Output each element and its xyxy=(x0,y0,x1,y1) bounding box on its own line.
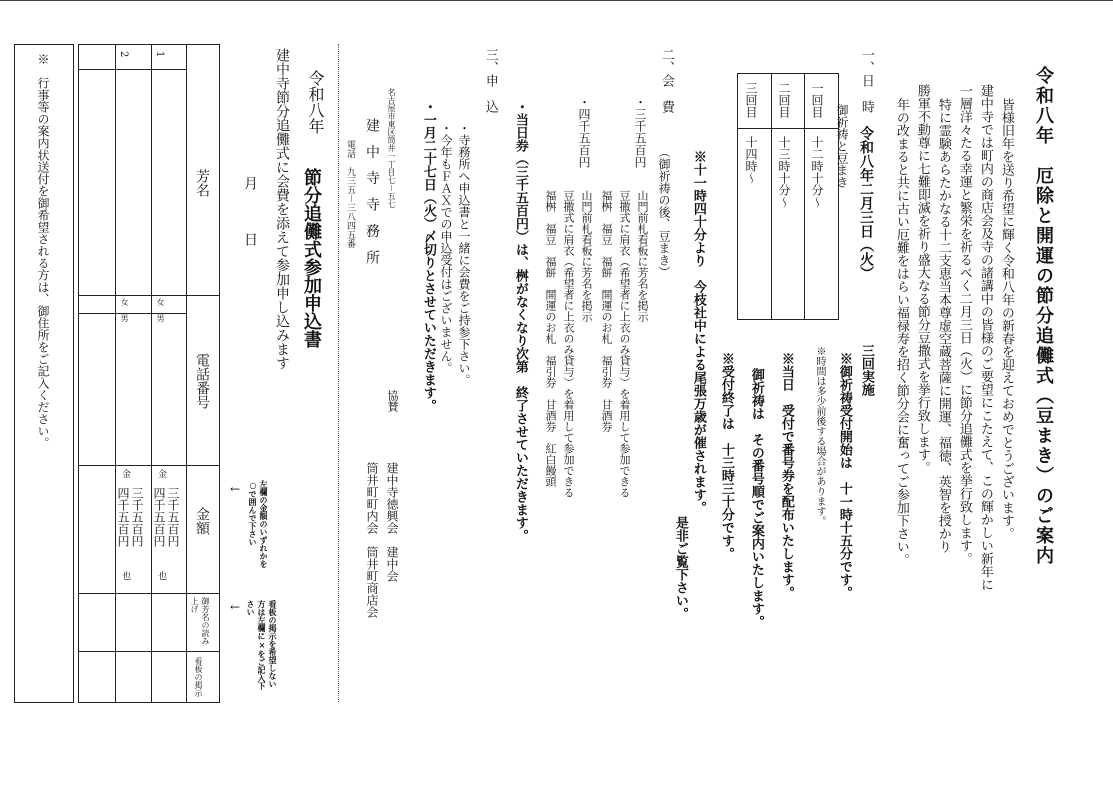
sponsors-a: 建中寺徳興会 建中会 xyxy=(385,462,399,582)
section3-heading: 三、申 込 xyxy=(482,48,498,113)
form-title: 節分追儺式参加申込書 xyxy=(301,168,322,348)
section2-sub: （御祈祷の後、豆まき） xyxy=(657,146,671,278)
schedule-time-1: 十二時十分～ xyxy=(810,136,824,208)
page-title: 令和八年 厄除と開運の節分追儺式（豆まき）のご案内 xyxy=(1033,66,1054,566)
event-date: 令和八年二月三日（火） xyxy=(858,126,874,280)
form-h-amount xyxy=(79,593,219,594)
event-times: 三回実施 xyxy=(858,344,874,396)
amount-1-option-b[interactable]: 四千五百円 xyxy=(152,487,166,547)
apply-line-3: ・一月二十七日（火）〆切りとさせていただきます。 xyxy=(420,100,436,412)
price-a: ・三千五百円 xyxy=(633,96,647,168)
gender-1[interactable]: 女 男 xyxy=(156,298,165,322)
sponsors-b: 筒井町町内会 筒井町商店会 xyxy=(365,462,379,618)
address: 名古屋市東区筒井一丁目七－五七 xyxy=(387,88,396,208)
intro-line-1: 皆様旧年を送り希望に輝く令和八年の新春を迎えておめでとうございます。 xyxy=(998,98,1014,540)
intro-line-3: 一層洋々たる幸運と繁栄を祈るべく二月三日（火）に節分追儺式を挙行致します。 xyxy=(956,84,972,565)
amount-2-option-a[interactable]: 三千五百円 xyxy=(130,487,144,547)
application-form-table xyxy=(78,44,220,703)
price-b: ・四千五百円 xyxy=(577,96,591,168)
schedule-round-2: 二回目 xyxy=(777,82,791,118)
cut-line xyxy=(338,44,339,702)
section1-heading: 一、日 時 xyxy=(858,48,874,113)
top-border xyxy=(0,0,1113,1)
section2-note-3: ・当日券（三千五百円）は、桝がなくなり次第 終了させていただきます。 xyxy=(512,100,528,542)
form-h-name xyxy=(79,295,219,296)
price-a-line-3: 福桝 福豆 福餅 開運のお札 福引券 甘酒券 xyxy=(600,190,613,432)
entry-number-1: 1 xyxy=(154,51,165,58)
form-year: 令和八年 xyxy=(306,70,325,134)
apply-line-1: ・寺務所へ申込書と一緒に会費をご持参下さい。 xyxy=(457,122,471,386)
section1-note-1: ※御祈祷受付開始は 十一時十五分です。 xyxy=(836,352,852,599)
footer-note-box xyxy=(14,44,74,703)
form-date: 月 日 xyxy=(242,176,258,246)
side-note-cross: 看板の掲示を希望しない方は左欄に×をご記入下さい xyxy=(246,600,278,690)
col-phone-header: 電話番号 xyxy=(194,353,210,409)
arrow-icon-2: ← xyxy=(230,600,241,614)
amount-1-option-a[interactable]: 三千五百円 xyxy=(166,487,180,547)
schedule-time-2: 十三時十分～ xyxy=(777,136,791,208)
form-col-divider-1 xyxy=(115,45,116,702)
price-b-line-3: 福桝 福豆 福餅 開運のお札 福引券 甘酒券 紅白饅頭 xyxy=(544,190,557,487)
office-name: 建 中 寺 寺 務 所 xyxy=(364,118,380,269)
form-h-read xyxy=(79,651,219,652)
section2-heading: 二、会 費 xyxy=(658,48,674,113)
schedule-table xyxy=(737,73,839,320)
gender-2[interactable]: 女 男 xyxy=(120,298,129,322)
section2-note-1: ※十一時四十分より 今枝社中による尾張万歳が催されます。 xyxy=(690,150,706,514)
form-h-phone xyxy=(79,465,219,466)
amount-prefix-2: 金 xyxy=(120,469,130,478)
intro-line-4: 特に霊験あらたかなる十二支恵当本尊虚空蔵菩薩に開運、福徳、英智を授かり xyxy=(935,98,951,553)
footer-note: ※ 行事等の案内状送付を御希望される方は、御住所をご記入ください。 xyxy=(36,53,50,449)
price-b-line-2: 豆撒式に肩衣（希望者に上衣のみ貸与）を着用して参加できる xyxy=(562,190,575,498)
amount-2-option-b[interactable]: 四千五百円 xyxy=(116,487,130,547)
form-h-num xyxy=(79,69,186,70)
amount-prefix-1: 金 xyxy=(156,469,166,478)
form-col-divider-2 xyxy=(151,45,152,702)
intro-line-2: 建中寺では町内の商店会及寺の諸講中の皆様のご要望にこたえて、この輝かしい新年に xyxy=(977,84,993,591)
col-read-header: 御芳名の読み上げ xyxy=(190,597,210,645)
col-board-header: 看板の掲示 xyxy=(194,657,203,697)
col-amount-header: 金額 xyxy=(194,507,210,535)
section2-note-2: 是非ご覧下さい。 xyxy=(672,516,688,620)
section1-note-2: ※時間は多少前後する場合があります。 xyxy=(814,346,825,526)
sponsor-label: 協賛 xyxy=(386,390,399,412)
section1-note-3: ※当日 受付で番号券を配布いたします。 xyxy=(778,352,794,599)
section1-note-5: ※受付終了は 十三時三十分です。 xyxy=(718,352,734,560)
col-name-header: 芳名 xyxy=(194,169,210,197)
form-instruction: 建中寺節分追儺式に会費を添えて参加申し込みます xyxy=(274,48,290,370)
arrow-icon-1: ← xyxy=(230,482,241,496)
section1-note-4: 御祈祷は その番号順でご案内いたします。 xyxy=(748,368,764,628)
intro-line-6: 年の改まると共に古い厄難をはらい福禄寿を招く節分会に奮ってご参加下さい。 xyxy=(893,98,909,566)
section1-sub: 御祈祷と豆まき xyxy=(835,104,849,188)
schedule-time-3: 十四時～ xyxy=(744,136,758,184)
price-a-line-2: 豆撒式に肩衣（希望者に上衣のみ貸与）を着用して参加できる xyxy=(618,190,631,498)
side-note-circle: 左欄の金額のいずれかを○で囲んで下さい xyxy=(248,480,269,568)
form-h-gender xyxy=(79,313,186,314)
form-col-divider-3 xyxy=(186,45,187,702)
intro-line-5: 勝軍不動尊に七難即滅を祈り盛大なる節分豆撒式を挙行致します。 xyxy=(914,84,930,474)
amount-suffix-1: 也 xyxy=(156,571,166,580)
price-a-line-1: 山門前札看板に芳名を掲示 xyxy=(636,190,649,322)
office-phone: 電話 九三五－三八四五番 xyxy=(345,140,355,249)
entry-number-2: 2 xyxy=(118,51,129,58)
apply-line-2: ・今年もＦＡＸでの申込受付はございません。 xyxy=(439,122,453,374)
schedule-round-3: 三回目 xyxy=(744,82,758,118)
amount-suffix-2: 也 xyxy=(120,571,130,580)
price-b-line-1: 山門前札看板に芳名を掲示 xyxy=(580,190,593,322)
schedule-round-1: 一回目 xyxy=(810,82,824,118)
